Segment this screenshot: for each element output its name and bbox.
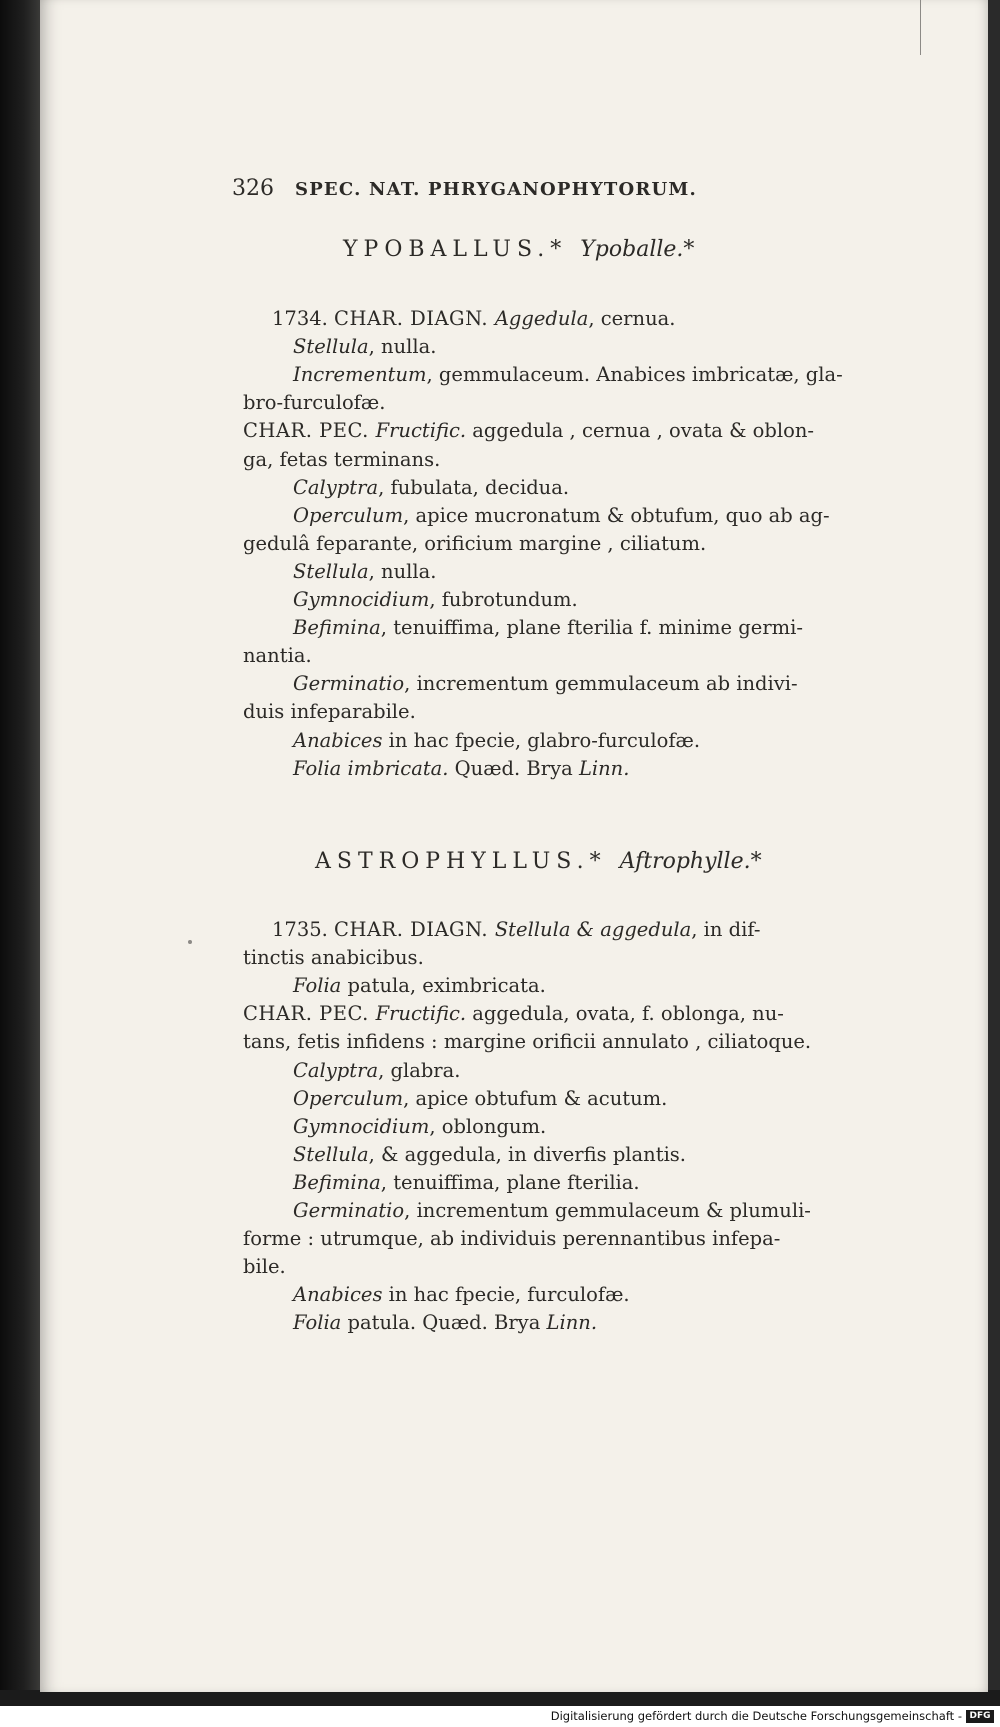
italic-term: Anabices xyxy=(293,729,383,752)
line-text: in hac fpecie, glabro-furculofæ. xyxy=(382,729,701,752)
text-line xyxy=(293,588,578,612)
text-line xyxy=(293,1199,811,1223)
italic-term: Stellula xyxy=(293,335,369,358)
line-text: ga, fetas terminans. xyxy=(243,448,441,471)
line-text: patula, eximbricata. xyxy=(341,974,546,997)
italic-term: Anabices xyxy=(293,1283,383,1306)
italic-term: Folia imbricata. xyxy=(293,757,449,780)
scan-right-edge xyxy=(986,0,1000,1700)
text-line xyxy=(293,757,629,781)
text-line xyxy=(293,1311,597,1335)
italic-term: Calyptra xyxy=(293,1059,379,1082)
italic-term: Linn. xyxy=(578,757,630,780)
text-line xyxy=(243,1030,811,1054)
entry-label: CHAR. PEC. xyxy=(243,1002,376,1025)
italic-term: Germinatio xyxy=(293,1199,405,1222)
text-line xyxy=(243,532,706,556)
book-page xyxy=(40,0,988,1692)
text-line xyxy=(293,1115,546,1139)
italic-term: Aggedula xyxy=(494,307,589,330)
line-text: , tenuiffima, plane fterilia f. minime germi- xyxy=(380,616,803,639)
text-line xyxy=(243,419,814,443)
line-text: , fubrotundum. xyxy=(429,588,578,611)
line-text: , glabra. xyxy=(378,1059,461,1082)
line-text: , fubulata, decidua. xyxy=(378,476,570,499)
line-text: , gemmulaceum. Anabices imbricatæ, gla- xyxy=(426,363,843,386)
text-line xyxy=(272,307,675,331)
text-line xyxy=(243,946,424,970)
line-text: , oblongum. xyxy=(429,1115,547,1138)
scan-left-edge xyxy=(0,0,40,1700)
section-title xyxy=(315,850,762,874)
italic-term: Stellula xyxy=(293,560,369,583)
entry-label: CHAR. DIAGN. xyxy=(334,307,495,330)
line-text: , nulla. xyxy=(368,335,437,358)
text-line xyxy=(293,476,569,500)
text-line xyxy=(293,560,436,584)
line-text: nantia. xyxy=(243,644,312,667)
italic-term: Folia xyxy=(293,974,342,997)
line-text: , incrementum gemmulaceum ab indivi- xyxy=(404,672,798,695)
section-title-italic: Aftrophylle.* xyxy=(619,849,762,874)
line-text: gedulâ feparante, orificium margine , ciliatum. xyxy=(243,532,707,555)
text-line xyxy=(293,672,798,696)
dfg-logo: DFG xyxy=(966,1710,994,1723)
line-text: , nulla. xyxy=(368,560,437,583)
entry-number: 1734. xyxy=(272,307,335,330)
page-number: 326 xyxy=(232,176,274,201)
italic-term: Fructific. xyxy=(375,419,467,442)
italic-term: Calyptra xyxy=(293,476,379,499)
line-text: patula. Quæd. Brya xyxy=(341,1311,547,1334)
line-text: forme : utrumque, ab individuis perennantibus infepa- xyxy=(243,1227,781,1250)
line-text: bile. xyxy=(243,1255,286,1278)
entry-label: CHAR. DIAGN. xyxy=(334,918,495,941)
italic-term: Folia xyxy=(293,1311,342,1334)
line-text: , apice mucronatum & obtufum, quo ab ag- xyxy=(403,504,830,527)
line-text: aggedula, ovata, f. oblonga, nu- xyxy=(466,1002,784,1025)
line-text: , cernua. xyxy=(588,307,676,330)
section-title-caps: ASTROPHYLLUS.* xyxy=(315,849,607,874)
section-title-caps: YPOBALLUS.* xyxy=(343,237,568,262)
italic-term: Operculum xyxy=(293,1087,404,1110)
text-line xyxy=(293,1087,667,1111)
italic-term: Befimina xyxy=(293,616,381,639)
text-line xyxy=(243,448,440,472)
line-text: aggedula , cernua , ovata & oblon- xyxy=(466,419,815,442)
text-line xyxy=(243,1255,286,1279)
text-line xyxy=(272,918,760,942)
text-line xyxy=(293,1283,630,1307)
text-line xyxy=(293,974,546,998)
text-line xyxy=(243,391,385,415)
text-line xyxy=(293,1143,686,1167)
italic-term: Linn. xyxy=(546,1311,598,1334)
text-line xyxy=(293,335,436,359)
italic-term: Fructific. xyxy=(375,1002,467,1025)
line-text: , incrementum gemmulaceum & plumuli- xyxy=(404,1199,811,1222)
text-line xyxy=(243,1227,780,1251)
footer-text: Digitalisierung gefördert durch die Deutsche Forschungsgemeinschaft - xyxy=(550,1709,962,1723)
italic-term: Gymnocidium xyxy=(293,588,430,611)
footer-bar xyxy=(0,1706,1000,1727)
page-mark xyxy=(920,0,921,55)
entry-number: 1735. xyxy=(272,918,335,941)
line-text: , tenuiffima, plane fterilia. xyxy=(380,1171,640,1194)
text-line xyxy=(293,729,700,753)
line-text: tinctis anabicibus. xyxy=(243,946,424,969)
text-line xyxy=(293,1059,460,1083)
line-text: duis infeparabile. xyxy=(243,700,416,723)
line-text: , in dif- xyxy=(691,918,761,941)
text-line xyxy=(293,616,803,640)
italic-term: Incrementum xyxy=(293,363,427,386)
line-text: tans, fetis infidens : margine orificii annulato , ciliatoque. xyxy=(243,1030,812,1053)
line-text: , apice obtufum & acutum. xyxy=(403,1087,668,1110)
line-text: Quæd. Brya xyxy=(448,757,579,780)
text-line xyxy=(293,504,830,528)
page-mark xyxy=(188,940,192,944)
text-line xyxy=(243,1002,784,1026)
italic-term: Gymnocidium xyxy=(293,1115,430,1138)
line-text: , & aggedula, in diverfis plantis. xyxy=(368,1143,687,1166)
text-line xyxy=(243,644,312,668)
line-text: bro-furculofæ. xyxy=(243,391,386,414)
italic-term: Befimina xyxy=(293,1171,381,1194)
text-line xyxy=(293,363,843,387)
section-title xyxy=(343,238,694,262)
italic-term: Stellula xyxy=(293,1143,369,1166)
italic-term: Operculum xyxy=(293,504,404,527)
text-line xyxy=(243,700,416,724)
italic-term: Germinatio xyxy=(293,672,405,695)
running-head: SPEC. NAT. PHRYGANOPHYTORUM. xyxy=(295,179,698,200)
scan-bottom-edge xyxy=(0,1690,1000,1706)
italic-term: Stellula & aggedula xyxy=(494,918,692,941)
section-title-italic: Ypoballe.* xyxy=(580,237,695,262)
text-line xyxy=(293,1171,640,1195)
entry-label: CHAR. PEC. xyxy=(243,419,376,442)
line-text: in hac fpecie, furculofæ. xyxy=(382,1283,630,1306)
